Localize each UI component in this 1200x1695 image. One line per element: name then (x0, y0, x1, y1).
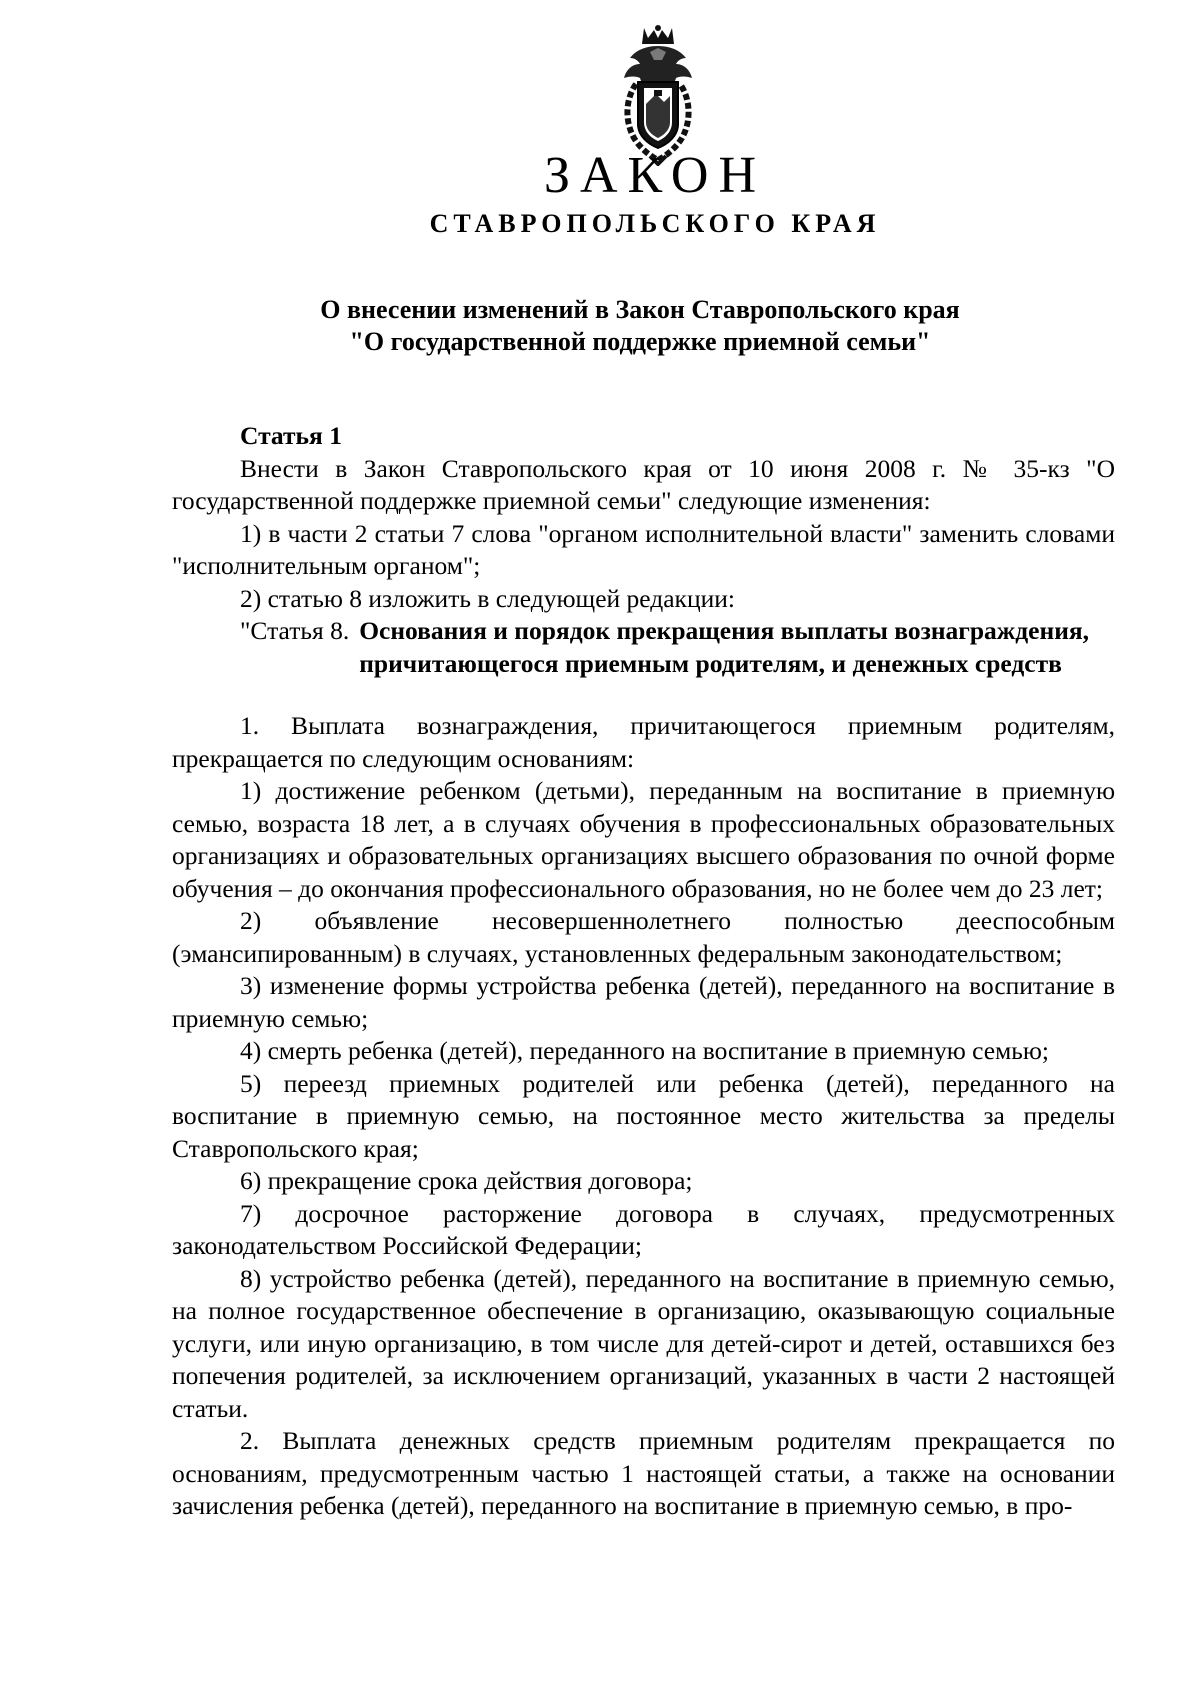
article-8-paragraph: 8) устройство ребенка (детей), переданного на воспитание в приемную семью, на полное государственное обеспечение в организацию, оказывающую социальные услуги, или иную организацию, в том числе для детей-сирот и детей, оставшихся без попечения родителей, за исключением организаций, указанных в части 2 настоящей статьи. (172, 1263, 1115, 1423)
article-8-paragraph: 5) переезд приемных родителей или ребенка (детей), переданного на воспитание в приемную семью, на постоянное место жительства за пределы Ставропольского края; (172, 1068, 1115, 1163)
article-8-paragraph: 7) досрочное расторжение договора в случаях, предусмотренных законодательством Российской Федерации; (172, 1198, 1115, 1260)
law-title: ЗАКОН (543, 147, 767, 204)
article-8-paragraph: 6) прекращение срока действия договора; (240, 1166, 693, 1195)
document-body (172, 420, 1115, 1523)
document-heading-line-2: "О государственной поддержке приемной семьи" (349, 327, 931, 356)
article-1-heading: Статья 1 (240, 421, 342, 450)
article-8-heading (172, 615, 1115, 680)
stavropol-coat-of-arms-icon (616, 24, 700, 166)
document-heading (160, 294, 1120, 358)
document-heading-line-1: О внесении изменений в Закон Ставропольского края (320, 295, 960, 324)
article-1-paragraph: Внести в Закон Ставропольского края от 10 июня 2008 г. № 35-кз "О государственной поддержке приемной семьи" следующие изменения: (172, 453, 1115, 515)
article-8-paragraph: 2) объявление несовершеннолетнего полностью дееспособным (эмансипированным) в случаях, установленных федеральным законодательством; (172, 906, 1115, 968)
article-8-prefix: "Статья 8. (240, 616, 350, 645)
article-8-paragraph: 2. Выплата денежных средств приемным родителям прекращается по основаниям, предусмотренным частью 1 настоящей статьи, а также на основании зачисления ребенка (детей), переданного на воспитание в приемную семью, в про- (172, 1426, 1115, 1520)
article-8-title: Основания и порядок прекращения выплаты вознаграждения, причитающегося приемным родителям, и денежных средств (359, 616, 1090, 678)
article-1-paragraph: 1) в части 2 статьи 7 слова "органом исполнительной власти" заменить словами "исполнительным органом"; (172, 518, 1115, 580)
article-8-paragraph: 3) изменение формы устройства ребенка (детей), переданного на воспитание в приемную семью; (172, 971, 1115, 1033)
article-8-paragraph: 1. Выплата вознаграждения, причитающегося приемным родителям, прекращается по следующим основаниям: (172, 711, 1115, 773)
article-8-paragraph: 1) достижение ребенком (детьми), переданным на воспитание в приемную семью, возраста 18 лет, а в случаях обучения в профессиональных образовательных организациях и образовательных организациях высшего образования по очной форме обучения – до окончания профессионального образования, но не более чем до 23 лет; (172, 776, 1115, 903)
article-1-paragraph: 2) статью 8 изложить в следующей редакции: (240, 583, 735, 613)
article-8-paragraph: 4) смерть ребенка (детей), переданного на воспитание в приемную семью; (240, 1036, 1049, 1065)
law-subtitle: СТАВРОПОЛЬСКОГО КРАЯ (429, 209, 881, 238)
